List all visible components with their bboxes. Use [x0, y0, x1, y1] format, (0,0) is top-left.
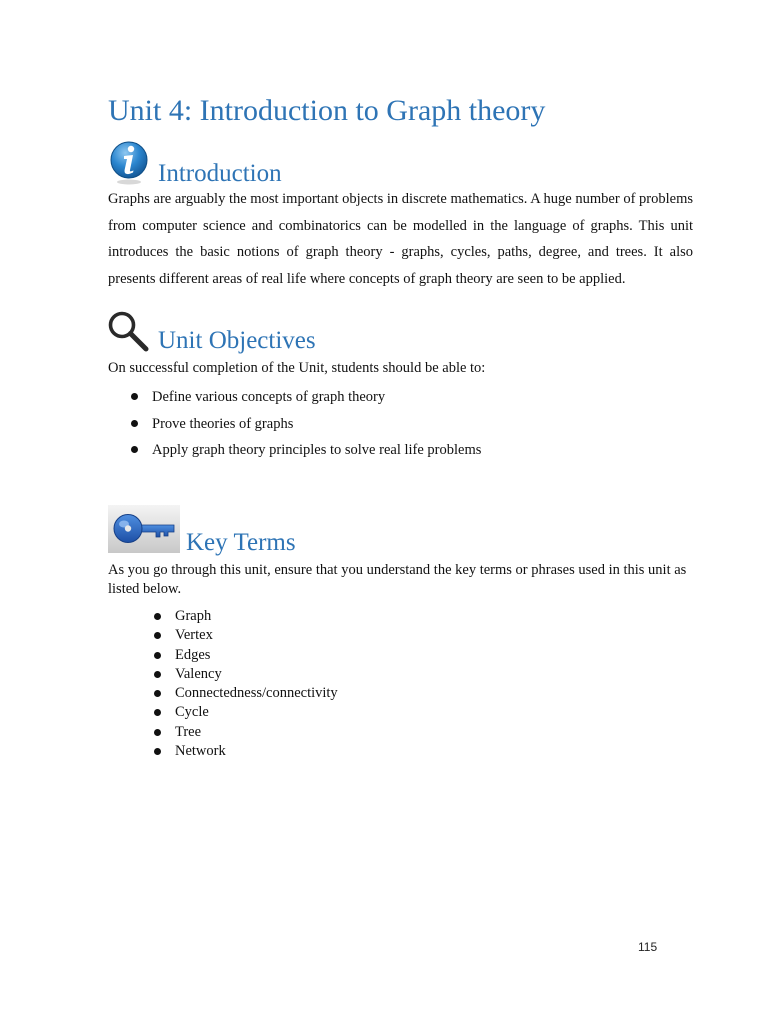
unit-title: Unit 4: Introduction to Graph theory: [108, 94, 546, 127]
list-item: Graph: [151, 607, 338, 626]
objectives-list: [128, 386, 481, 466]
introduction-heading: Introduction: [158, 160, 282, 187]
objectives-heading: Unit Objectives: [158, 327, 316, 354]
list-item: Cycle: [151, 703, 338, 722]
key-terms-heading: Key Terms: [186, 529, 296, 556]
key-terms-list: [151, 607, 338, 761]
page-number: 115: [638, 940, 658, 954]
list-item: Valency: [151, 665, 338, 684]
list-item: Apply graph theory principles to solve real life problems: [128, 439, 481, 466]
key-terms-intro: As you go through this unit, ensure that you understand the key terms or phrases used in this unit as listed below.: [108, 562, 687, 597]
list-item: Tree: [151, 723, 338, 742]
list-item: Prove theories of graphs: [128, 413, 481, 440]
list-item: Network: [151, 742, 338, 761]
list-item: Connectedness/connectivity: [151, 684, 338, 703]
objectives-intro: On successful completion of the Unit, students should be able to:: [108, 360, 486, 376]
introduction-text: Graphs are arguably the most important objects in discrete mathematics. A huge number of problems from computer science and combinatorics can be modelled in the language of graphs. This unit introduces the basic notions of graph theory - graphs, cycles, paths, degree, and trees. It also presents different areas of real life where concepts of graph theory are seen to be applied.: [108, 191, 693, 288]
list-item: Vertex: [151, 626, 338, 645]
info-icon: [110, 139, 148, 185]
magnifier-icon: [107, 310, 149, 352]
list-item: Edges: [151, 646, 338, 665]
list-item: Define various concepts of graph theory: [128, 386, 481, 413]
key-icon: [108, 505, 180, 553]
